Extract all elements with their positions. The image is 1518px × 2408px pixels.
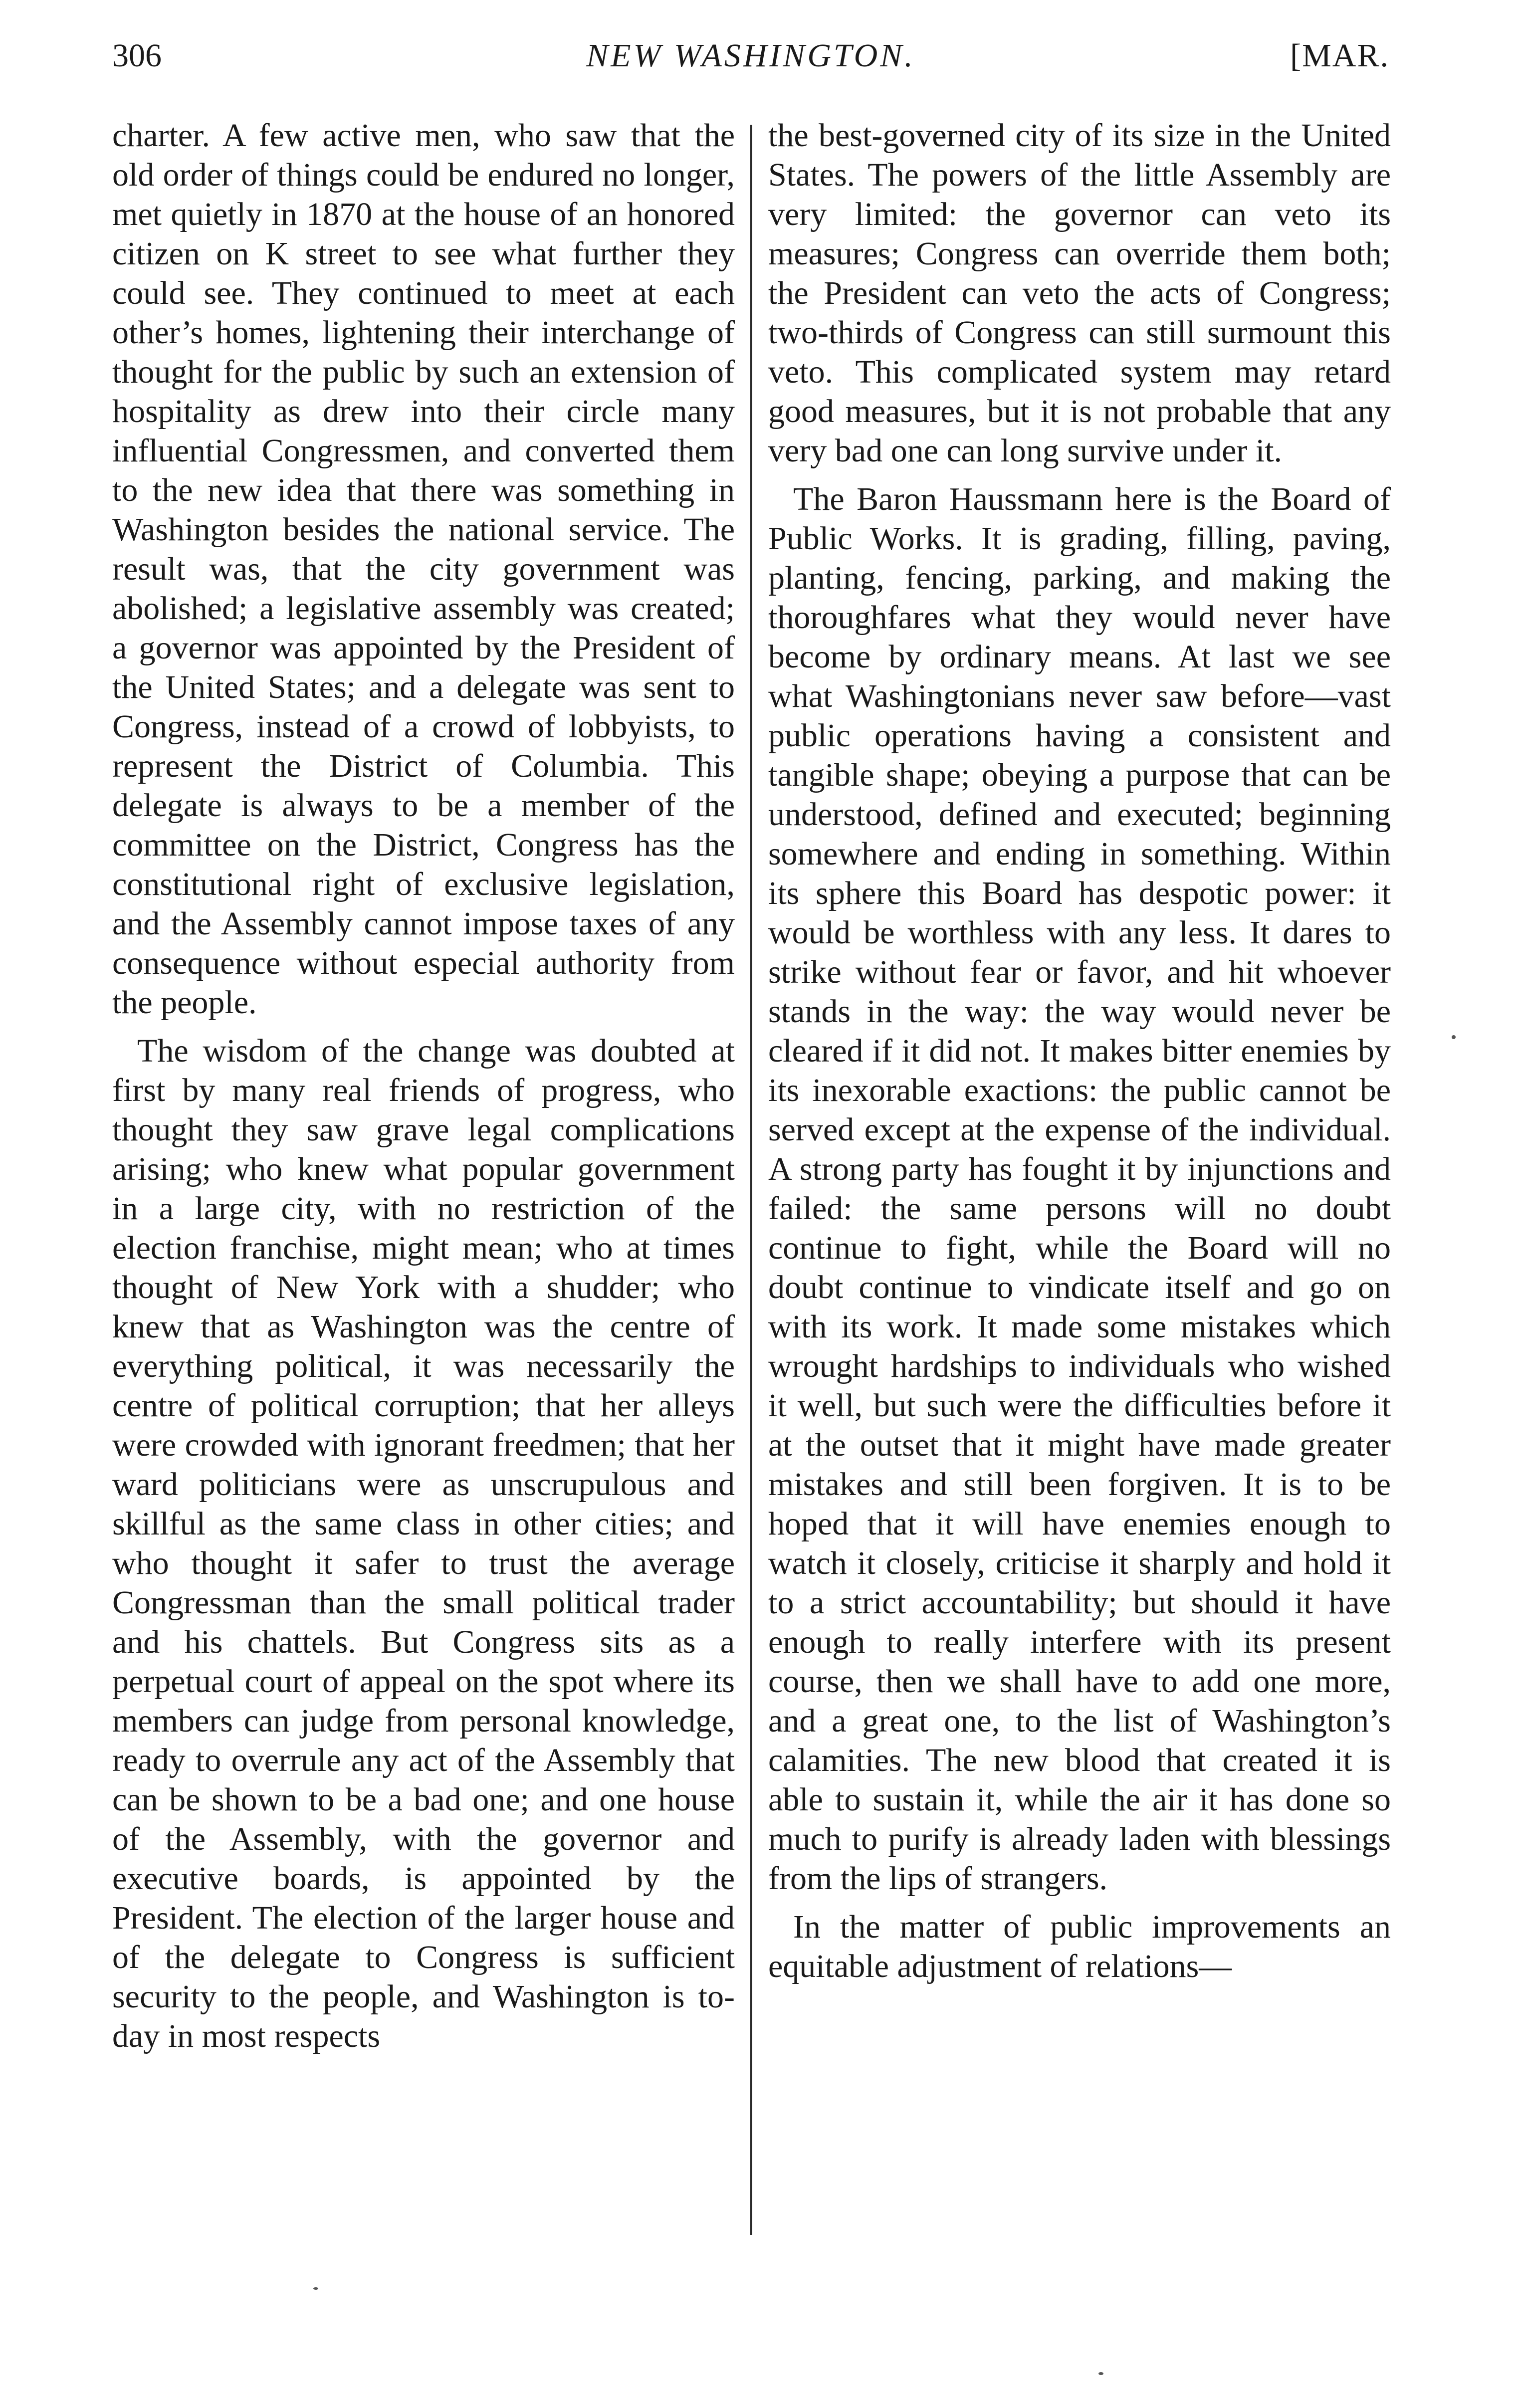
left-paragraph-2: The wisdom of the change was doubted at first by many real friends of progress, who thought they saw grave legal complications arising; who knew what popular government in a large city, with no restriction of the election franchise, might mean; who at times thought of New York with a shudder; who knew that as Washington was the centre of everything political, it was necessarily the centre of political corruption; that her alleys were crowded with ignorant freedmen; that her ward politicians were as unscrupulous and skillful as the same class in other cities; and who thought it safer to trust the average Congressman than the small political trader and his chattels. But Congress sits as a perpetual court of appeal on the spot where its members can judge from personal knowledge, ready to overrule any act of the Assembly that can be shown to be a bad one; and one house of the Assembly, with the governor and executive boards, is appointed by the President. The election of the larger house and of the delegate to Congress is sufficient security to the people, and Washington is to-day in most respects [112, 1033, 735, 2054]
right-paragraph-3: In the matter of public improvements an equitable adjustment of relations— [768, 1909, 1391, 1984]
page-number: 306 [112, 37, 162, 74]
right-column [768, 116, 1391, 1986]
left-paragraph-1: charter. A few active men, who saw that the old order of things could be endured no longer, met quietly in 1870 at the house of an honored citizen on K street to see what further they could see. They continued to meet at each other’s homes, lightening their interchange of thought for the public by such an extension of hospitality as drew into their circle many influential Congressmen, and converted them to the new idea that there was something in Washington besides the national service. The result was, that the city government was abolished; a legislative assembly was created; a governor was appointed by the President of the United States; and a delegate was sent to Congress, instead of a crowd of lobbyists, to represent the District of Columbia. This delegate is always to be a member of the committee on the District, Congress has the constitutional right of exclusive legislation, and the Assembly cannot impose taxes of any consequence without especial authority from the people. [112, 117, 735, 1021]
running-header [112, 31, 1389, 81]
left-column [112, 116, 735, 2056]
running-title: NEW WASHINGTON. [586, 37, 915, 74]
ink-speck [1098, 2372, 1103, 2375]
right-paragraph-1: the best-governed city of its size in the United States. The powers of the little Assembly are very limited: the governor can veto its measures; Congress can override them both; the President can veto the acts of Congress; two-thirds of Congress can still surmount this veto. This complicated system may retard good measures, but it is not probable that any very bad one can long survive under it. [768, 117, 1391, 469]
ink-speck [313, 2287, 318, 2290]
right-paragraph-2: The Baron Haussmann here is the Board of Public Works. It is grading, filling, paving, planting, fencing, parking, and making the thoroughfares what they would never have become by ordinary means. At last we see what Washingtonians never saw before—vast public operations having a consistent and tangible shape; obeying a purpose that can be understood, defined and executed; beginning somewhere and ending in something. Within its sphere this Board has despotic power: it would be worthless with any less. It dares to strike without fear or favor, and hit whoever stands in the way: the way would never be cleared if it did not. It makes bitter enemies by its inexorable exactions: the public cannot be served except at the expense of the individual. A strong party has fought it by injunctions and failed: the same persons will no doubt continue to fight, while the Board will no doubt continue to vindicate itself and go on with its work. It made some mistakes which wrought hardships to individuals who wished it well, but such were the difficulties before it at the outset that it might have made greater mistakes and still been forgiven. It is to be hoped that it will have enemies enough to watch it closely, criticise it sharply and hold it to a strict accountability; but should it have enough to really interfere with its present course, then we shall have to add one more, and a great one, to the list of Washington’s calamities. The new blood that created it is able to sustain it, while the air it has done so much to purify is already laden with blessings from the lips of strangers. [768, 481, 1391, 1897]
running-month: [MAR. [1290, 37, 1389, 74]
ink-speck [1452, 1035, 1456, 1039]
column-divider [750, 125, 752, 2235]
